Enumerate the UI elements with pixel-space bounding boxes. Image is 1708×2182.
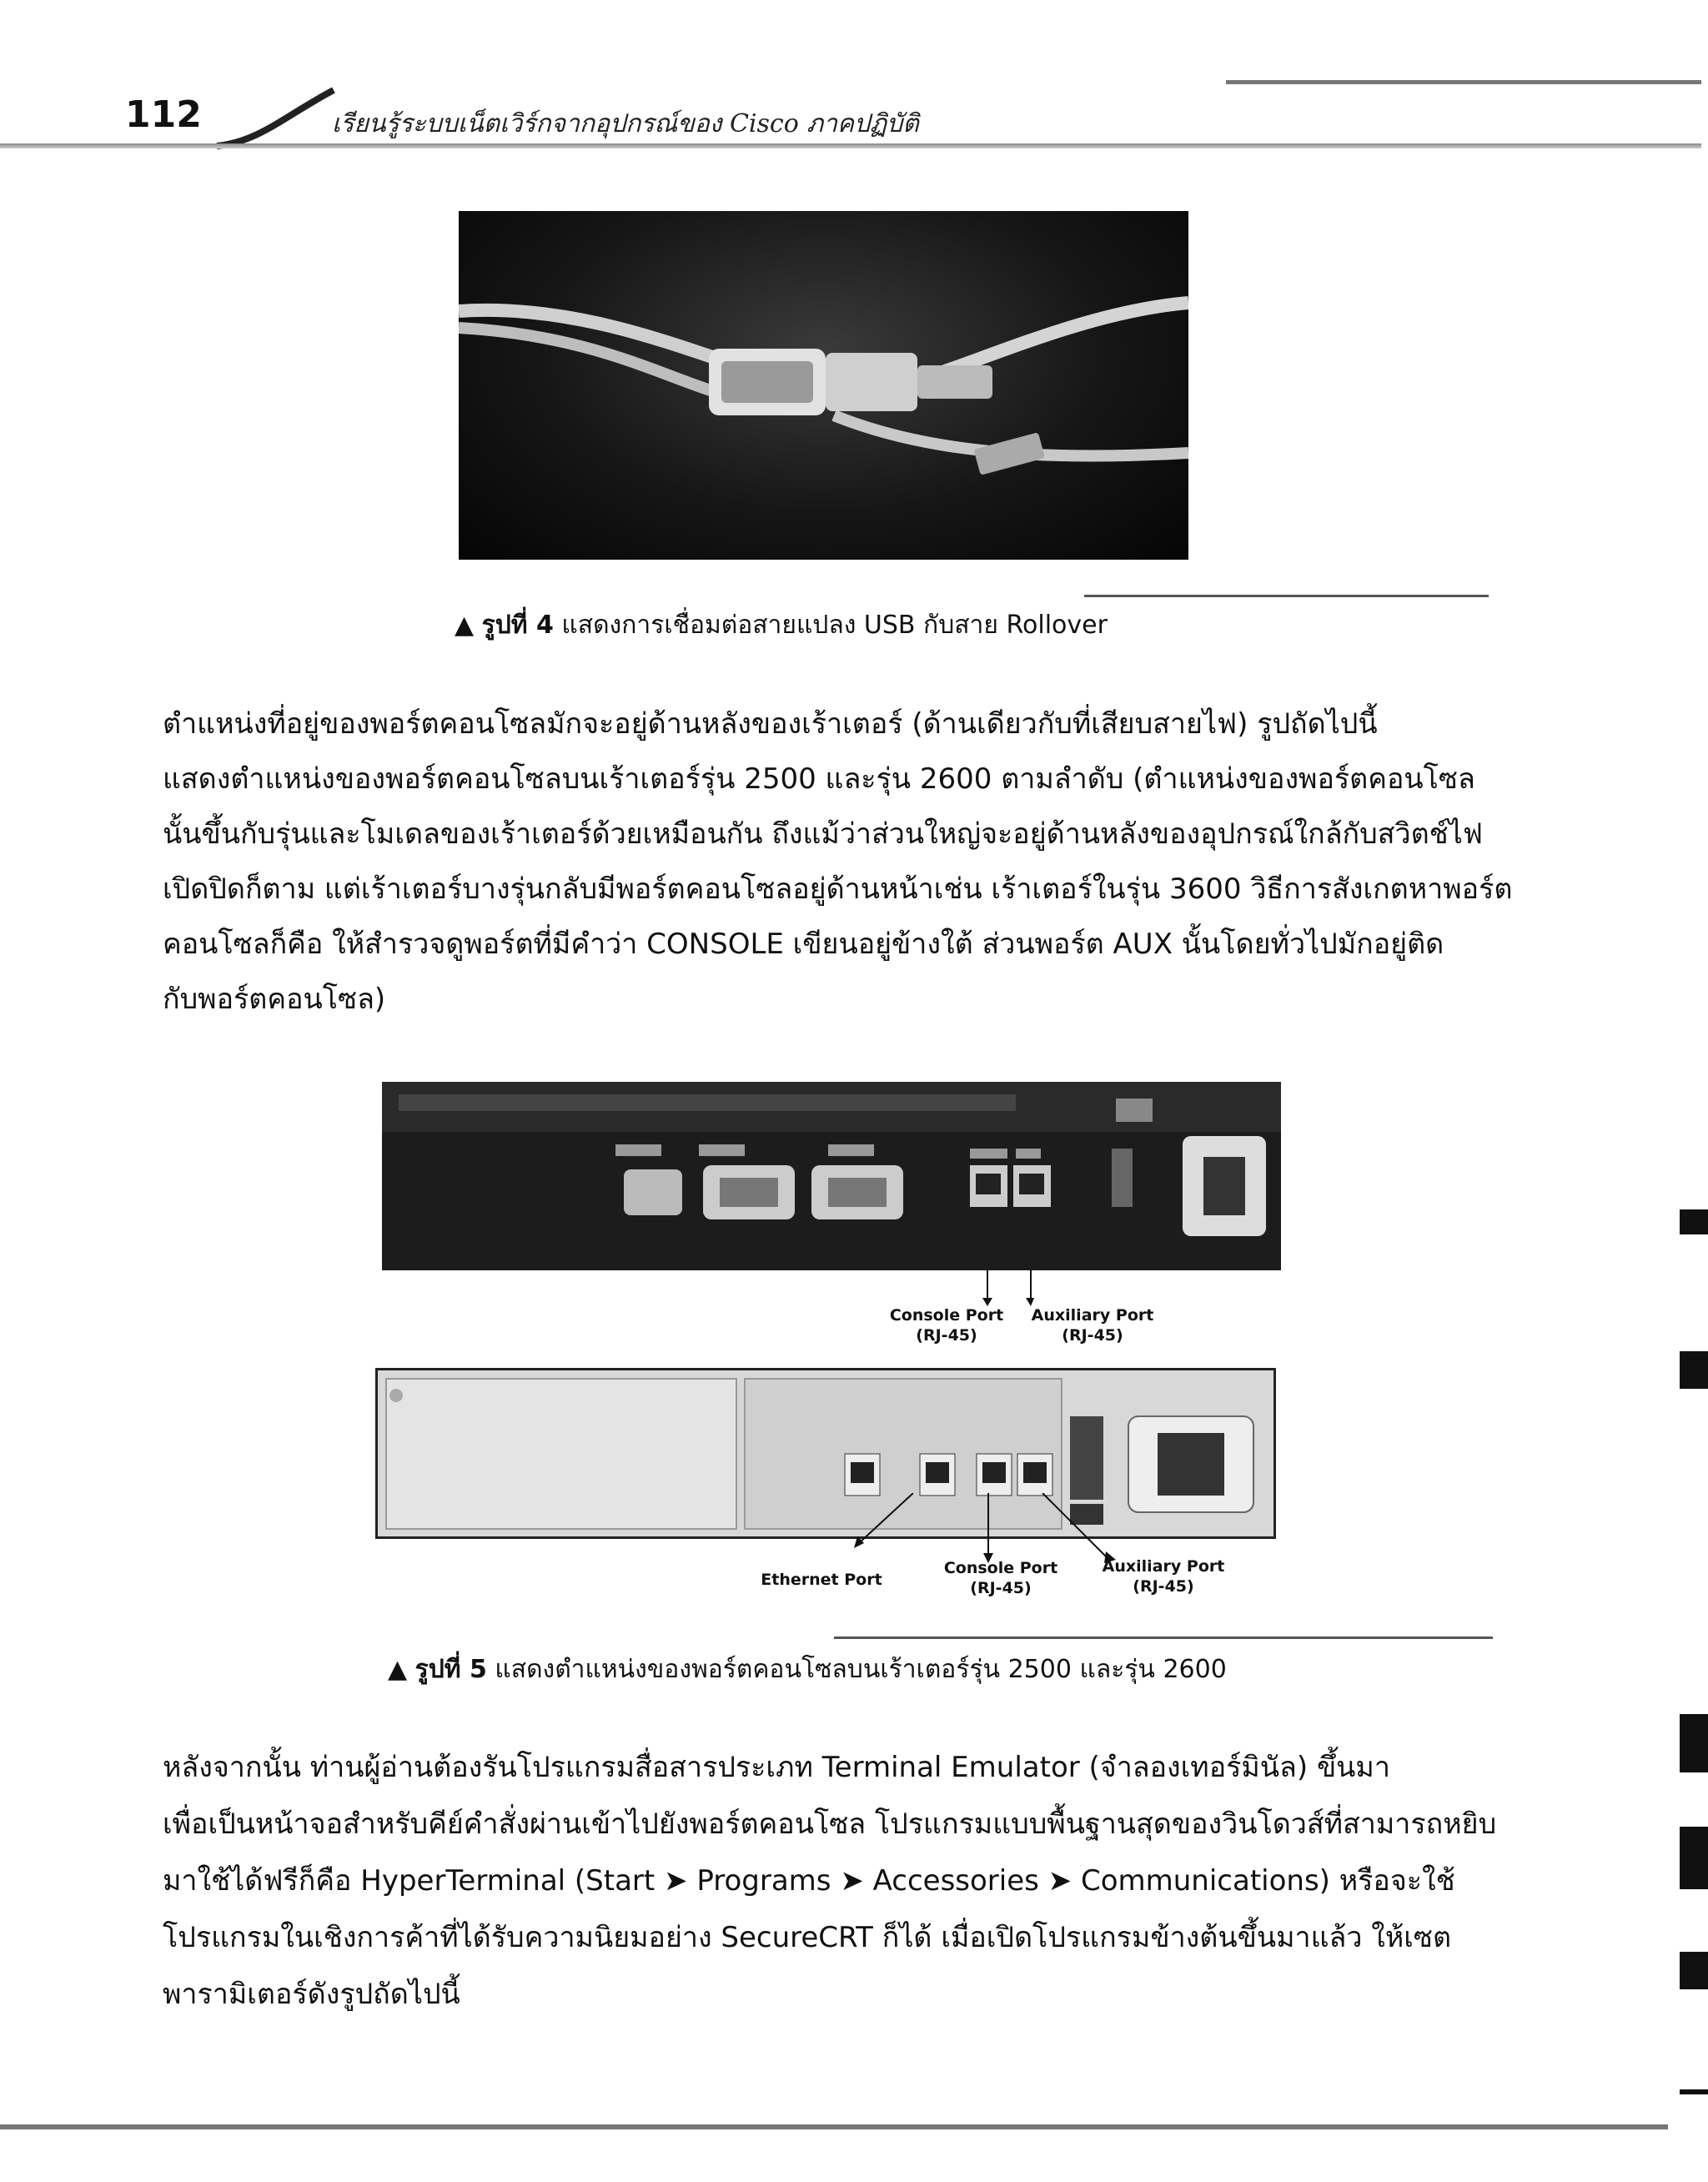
figure-4-caption — [455, 606, 1108, 645]
figure-5-label: รูปที่ 5 — [414, 1655, 487, 1684]
aux-port-name: Auxiliary Port — [1102, 1557, 1225, 1576]
ethernet-port-name: Ethernet Port — [761, 1571, 882, 1589]
figure-5-caption-text: แสดงตำแหน่งของพอร์ตคอนโซลบนเร้าเตอร์รุ่น 2500 และรุ่น 2600 — [495, 1655, 1227, 1684]
router-2500-aux-label — [1026, 1305, 1159, 1345]
paragraph-2-line-5: พารามิเตอร์ดังรูปถัดไปนี้ — [163, 1978, 460, 2011]
paragraph-1-line-5: คอนโซลก็คือ ให้สำรวจดูพอร์ตที่มีคำว่า CONSOLE เขียนอยู่ข้างใต้ ส่วนพอร์ต AUX นั้นโดยทั่วไปมักอยู่ติด — [163, 928, 1444, 961]
router-2600-ethernet-label — [759, 1570, 884, 1590]
paragraph-1-line-6: กับพอร์ตคอนโซล) — [163, 983, 386, 1016]
header-top-rule — [1226, 80, 1701, 84]
paragraph-2-line-2: เพื่อเป็นหน้าจอสำหรับคีย์คำสั่งผ่านเข้าไปยังพอร์ตคอนโซล โปรแกรมแบบพื้นฐานสุดของวินโดวส์ที่สามารถหยิบ — [163, 1807, 1497, 1841]
console-port-type: (RJ-45) — [916, 1326, 977, 1345]
aux-port-name: Auxiliary Port — [1031, 1306, 1154, 1325]
figure-4-label: รูปที่ 4 — [481, 611, 554, 640]
router-2600-console-label — [934, 1558, 1068, 1598]
caption-rule — [1084, 595, 1489, 597]
aux-port-type: (RJ-45) — [1133, 1577, 1194, 1596]
caption-triangle-icon: ▲ — [388, 1655, 408, 1684]
figure-5-caption — [388, 1650, 1227, 1689]
edge-mark — [1680, 2089, 1708, 2094]
paragraph-2-line-4: โปรแกรมในเชิงการค้าที่ได้รับความนิยมอย่าง SecureCRT ก็ได้ เมื่อเปิดโปรแกรมข้างต้นขึ้นมาแล้ว ให้เซต — [163, 1921, 1452, 1954]
figure-4-caption-text: แสดงการเชื่อมต่อสายแปลง USB กับสาย Rollover — [561, 611, 1108, 640]
edge-mark — [1680, 1714, 1708, 1772]
aux-port-type: (RJ-45) — [1062, 1326, 1123, 1345]
edge-mark — [1680, 1351, 1708, 1389]
label-arrows-2500 — [976, 1269, 1034, 1307]
router-2500-back-panel — [382, 1082, 1281, 1270]
header-swoosh-icon — [208, 83, 342, 150]
console-port-name: Console Port — [943, 1559, 1058, 1577]
paragraph-1-line-4: เปิดปิดก็ตาม แต่เร้าเตอร์บางรุ่นกลับมีพอร์ตคอนโซลอยู่ด้านหน้าเช่น เร้าเตอร์ในรุ่น 3600 วิธีการสังเกตหาพอร์ต — [163, 872, 1513, 906]
caption-triangle-icon: ▲ — [455, 611, 475, 640]
running-header-title: เรียนรู้ระบบเน็ตเวิร์กจากอุปกรณ์ของ Cisco ภาคปฏิบัติ — [332, 109, 919, 138]
paragraph-2-line-1: หลังจากนั้น ท่านผู้อ่านต้องรันโปรแกรมสื่อสารประเภท Terminal Emulator (จำลองเทอร์มินัล) ขึ้นมา — [163, 1751, 1390, 1784]
router-2500-console-label — [880, 1305, 1013, 1345]
caption-rule — [834, 1636, 1493, 1639]
footer-rule — [0, 2124, 1668, 2129]
router-2600-aux-label — [1093, 1556, 1234, 1596]
header-rule — [0, 143, 1701, 148]
page-number: 112 — [125, 93, 202, 136]
edge-mark — [1680, 1827, 1708, 1889]
edge-mark — [1680, 1209, 1708, 1234]
paragraph-1-line-2: แสดงตำแหน่งของพอร์ตคอนโซลบนเร้าเตอร์รุ่น 2500 และรุ่น 2600 ตามลำดับ (ตำแหน่งของพอร์ตคอนโซล — [163, 762, 1475, 796]
edge-mark — [1680, 1952, 1708, 1989]
console-port-name: Console Port — [889, 1306, 1004, 1325]
paragraph-1-line-1: ตำแหน่งที่อยู่ของพอร์ตคอนโซลมักจะอยู่ด้านหลังของเร้าเตอร์ (ด้านเดียวกับที่เสียบสายไฟ) รูปถัดไปนี้ — [163, 707, 1378, 741]
console-port-type: (RJ-45) — [970, 1579, 1032, 1597]
usb-rollover-photo — [459, 211, 1188, 560]
paragraph-1-line-3: นั้นขึ้นกับรุ่นและโมเดลของเร้าเตอร์ด้วยเหมือนกัน ถึงแม้ว่าส่วนใหญ่จะอยู่ด้านหลังของอุปกรณ์ใกล้กับสวิตช์ไฟ — [163, 817, 1483, 851]
paragraph-2-line-3: มาใช้ได้ฟรีก็คือ HyperTerminal (Start ➤ Programs ➤ Accessories ➤ Communications) หรือจะใช้ — [163, 1864, 1455, 1898]
